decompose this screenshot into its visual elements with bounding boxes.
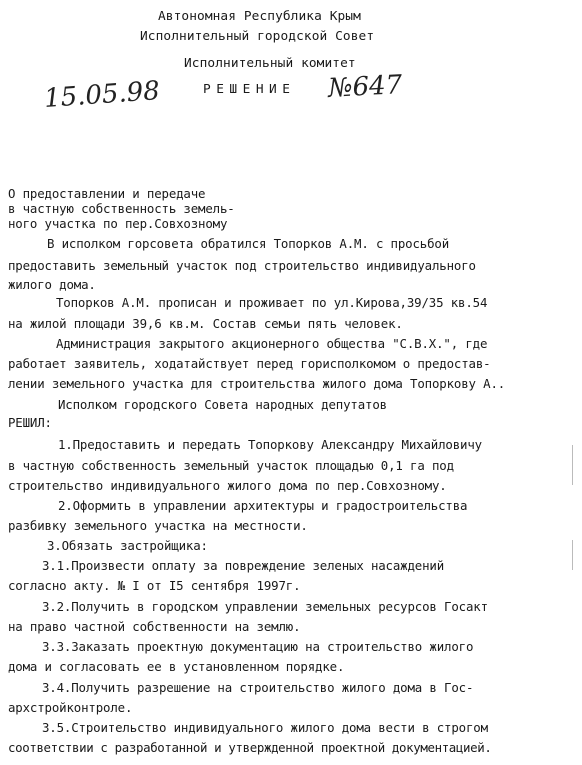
header-republic: Автономная Республика Крым	[158, 9, 361, 24]
handwritten-date: 15.05.98	[43, 75, 161, 115]
body-line: на право частной собственности на землю.	[8, 619, 301, 634]
subject-line-1: О предоставлении и передаче	[8, 186, 206, 201]
body-line: жилого дома.	[8, 277, 96, 292]
decided-label: РЕШИЛ:	[8, 415, 52, 430]
body-line: архстройконтроле.	[8, 700, 133, 715]
decision-title: РЕШЕНИЕ	[203, 82, 296, 97]
body-line: разбивку земельного участка на местности.	[8, 518, 308, 533]
body-line: на жилой площади 39,6 кв.м. Состав семьи пять человек.	[8, 316, 403, 331]
subject-line-2: в частную собственность земель-	[8, 201, 235, 216]
body-line: 3.4.Получить разрешение на строительство жилого дома в Гос-	[42, 680, 474, 695]
body-line: 3.3.Заказать проектную документацию на строительство жилого	[42, 639, 474, 654]
body-line: Администрация закрытого акционерного общества "С.В.Х.", где	[56, 336, 488, 351]
body-line: 3.1.Произвести оплату за повреждение зеленых насаждений	[42, 558, 445, 573]
body-line: предоставить земельный участок под строительство индивидуального	[8, 258, 476, 273]
body-line: В исполком горсовета обратился Топорков А.М. с просьбой	[47, 236, 450, 251]
handwritten-decision-number: №647	[327, 70, 403, 104]
body-line: дома и согласовать ее в установленном порядке.	[8, 659, 345, 674]
body-line: согласно акту. № I от I5 сентября 1997г.	[8, 578, 301, 593]
body-line: 2.Оформить в управлении архитектуры и градостроительства	[58, 498, 468, 513]
scan-edge-mark	[572, 540, 573, 570]
body-line: 3.2.Получить в городском управлении земельных ресурсов Госакт	[42, 599, 488, 614]
body-line: Топорков А.М. прописан и проживает по ул.Кирова,39/35 кв.54	[56, 295, 488, 310]
header-city-council: Исполнительный городской Совет	[140, 29, 375, 44]
body-line: строительство индивидуального жилого дома по пер.Совхозному.	[8, 478, 447, 493]
header-executive-committee: Исполнительный комитет	[184, 56, 356, 71]
body-line: в частную собственность земельный участок площадью 0,1 га под	[8, 458, 454, 473]
body-line: 1.Предоставить и передать Топоркову Александру Михайловичу	[58, 437, 482, 452]
body-line: лении земельного участка для строительства жилого дома Топоркову А..	[8, 376, 506, 391]
body-line: соответствии с разработанной и утвержденной проектной документацией.	[8, 740, 492, 755]
body-line: работает заявитель, ходатайствует перед горисполкомом о предостав-	[8, 356, 491, 371]
scan-edge-mark	[572, 445, 573, 485]
body-line: 3.5.Строительство индивидуального жилого дома вести в строгом	[42, 720, 488, 735]
subject-line-3: ного участка по пер.Совхозному	[8, 216, 228, 231]
body-line: Исполком городского Совета народных депутатов	[58, 397, 387, 412]
body-line: 3.Обязать застройщика:	[47, 538, 208, 553]
